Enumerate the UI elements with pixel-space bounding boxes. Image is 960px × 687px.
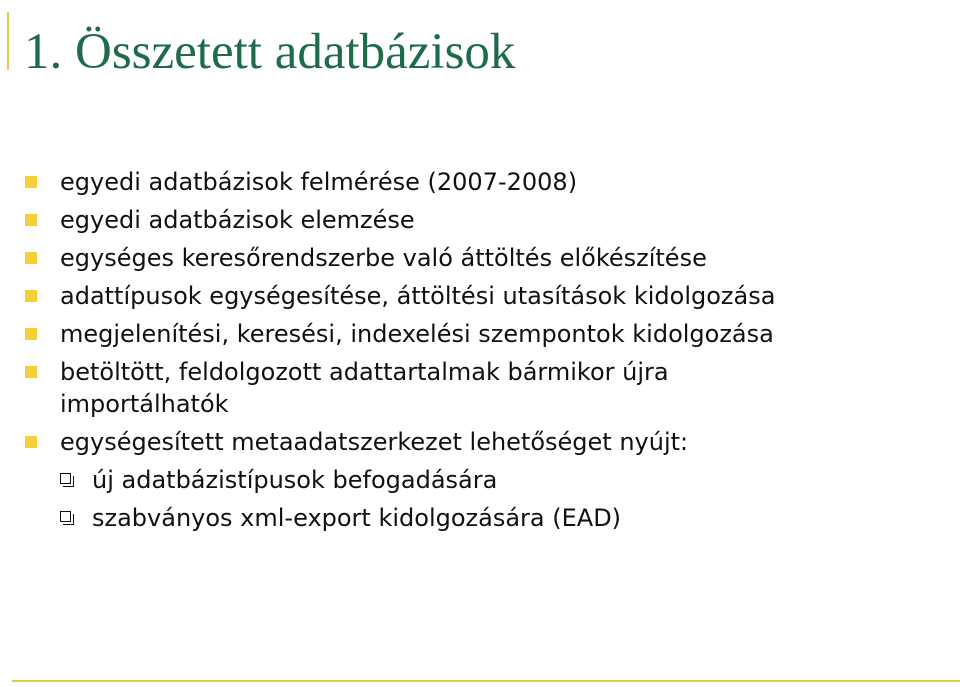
sub-bullet-item	[0, 499, 960, 537]
sub-bullet-item	[0, 461, 960, 499]
bullet-item	[0, 423, 960, 461]
bullet-item	[0, 239, 960, 277]
frame-bottom-line	[12, 680, 960, 682]
sub-bullet-text: szabványos xml-export kidolgozására (EAD)	[92, 504, 622, 532]
bullet-text: megjelenítési, keresési, indexelési szempontok kidolgozása	[60, 320, 774, 348]
bullet-text: adattípusok egységesítése, áttöltési utasítások kidolgozása	[60, 282, 776, 310]
bullet-item	[0, 315, 960, 353]
square-bullet-icon	[25, 176, 37, 188]
square-bullet-icon	[25, 214, 37, 226]
square-bullet-icon	[25, 290, 37, 302]
bullet-item	[0, 201, 960, 239]
bullet-text: egyedi adatbázisok elemzése	[60, 206, 415, 234]
frame-left-line	[7, 12, 9, 70]
slide-title: 1. Összetett adatbázisok	[24, 24, 516, 80]
bullet-item	[0, 353, 840, 423]
bullet-text: egyedi adatbázisok felmérése (2007-2008)	[60, 168, 578, 196]
bullet-list	[0, 163, 960, 537]
bullet-text: betöltött, feldolgozott adattartalmak bármikor újra importálhatók	[60, 358, 669, 418]
bullet-text: egységesített metaadatszerkezet lehetőséget nyújt:	[60, 428, 689, 456]
bullet-item	[0, 277, 960, 315]
square-bullet-icon	[25, 366, 37, 378]
square-bullet-icon	[25, 328, 37, 340]
bullet-item	[0, 163, 960, 201]
hollow-square-bullet-icon	[60, 511, 71, 522]
bullet-text: egységes keresőrendszerbe való áttöltés előkészítése	[60, 244, 707, 272]
hollow-square-bullet-icon	[60, 473, 71, 484]
square-bullet-icon	[25, 252, 37, 264]
square-bullet-icon	[25, 436, 37, 448]
sub-bullet-text: új adatbázistípusok befogadására	[92, 466, 498, 494]
